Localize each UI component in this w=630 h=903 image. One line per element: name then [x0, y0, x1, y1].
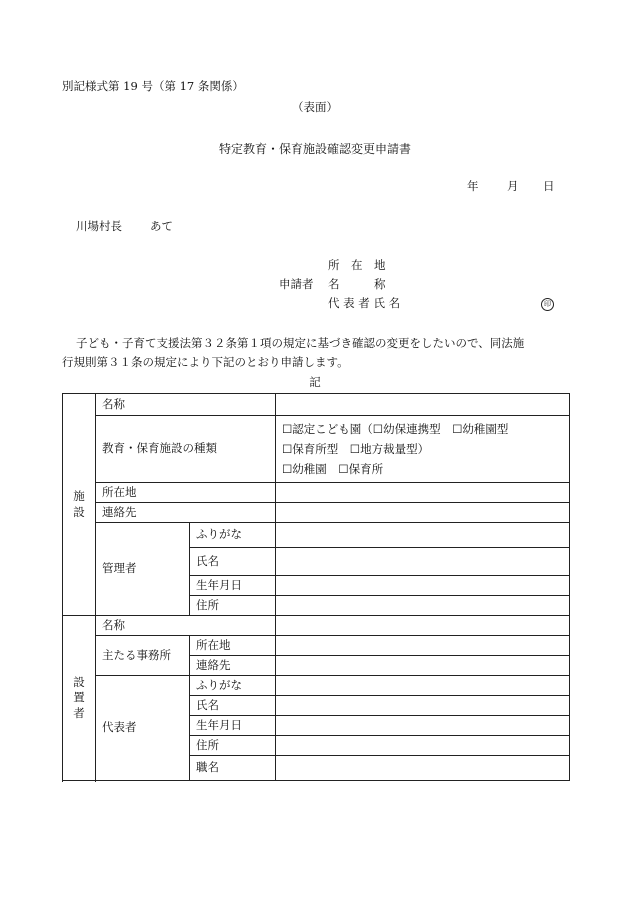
facility-name-label: 名称	[96, 394, 276, 416]
facility-contact-label: 連絡先	[96, 503, 276, 523]
founder-rep-title-label: 職名	[190, 756, 276, 781]
date-month-label: 月	[507, 179, 519, 193]
facility-name-field[interactable]	[276, 394, 570, 416]
facility-type-options[interactable]	[276, 416, 570, 483]
applicant-address-label: 所 在 地	[328, 258, 386, 272]
date-day-label: 日	[543, 179, 555, 193]
facility-type-label: 教育・保育施設の種類	[96, 416, 276, 483]
addressee-suffix: あて	[150, 219, 173, 233]
founder-category-label: 設 置 者	[63, 616, 96, 781]
manager-address-field[interactable]	[276, 596, 570, 616]
form-number: 別記様式第 19 号（第 17 条関係）	[62, 79, 244, 93]
addressee-name: 川場村長	[76, 219, 122, 233]
manager-name-field[interactable]	[276, 548, 570, 576]
manager-birthdate-label: 生年月日	[190, 576, 276, 596]
facility-contact-field[interactable]	[276, 503, 570, 523]
facility-type-option-line-2[interactable]: ☐保育所型 ☐地方裁量型）	[282, 442, 430, 456]
founder-representative-label: 代表者	[96, 676, 190, 781]
manager-furigana-label: ふりがな	[190, 523, 276, 548]
facility-location-field[interactable]	[276, 483, 570, 503]
founder-name-label: 名称	[96, 616, 276, 636]
founder-rep-furigana-field[interactable]	[276, 676, 570, 696]
founder-name-field[interactable]	[276, 616, 570, 636]
manager-name-label: 氏名	[190, 548, 276, 576]
manager-birthdate-field[interactable]	[276, 576, 570, 596]
founder-rep-birthdate-label: 生年月日	[190, 716, 276, 736]
founder-office-label: 主たる事務所	[96, 636, 190, 676]
facility-location-label: 所在地	[96, 483, 276, 503]
founder-rep-birthdate-field[interactable]	[276, 716, 570, 736]
date-year-label: 年	[467, 179, 479, 193]
founder-rep-furigana-label: ふりがな	[190, 676, 276, 696]
founder-office-location-label: 所在地	[190, 636, 276, 656]
body-text-line-1: 子ども・子育て支援法第３２条第１項の規定に基づき確認の変更をしたいので、同法施	[76, 336, 525, 350]
page-title: 特定教育・保育施設確認変更申請書	[218, 142, 411, 156]
facility-type-option-line-3[interactable]: ☐幼稚園 ☐保育所	[282, 462, 384, 476]
form-table	[62, 393, 570, 781]
founder-rep-name-field[interactable]	[276, 696, 570, 716]
manager-address-label: 住所	[190, 596, 276, 616]
founder-rep-title-field[interactable]	[276, 756, 570, 781]
founder-office-location-field[interactable]	[276, 636, 570, 656]
founder-rep-address-label: 住所	[190, 736, 276, 756]
founder-office-contact-label: 連絡先	[190, 656, 276, 676]
founder-rep-address-field[interactable]	[276, 736, 570, 756]
seal-mark: 印	[541, 298, 554, 311]
applicant-name-label: 名 称	[328, 277, 386, 291]
manager-furigana-field[interactable]	[276, 523, 570, 548]
founder-office-contact-field[interactable]	[276, 656, 570, 676]
body-text-line-2: 行規則第３１条の規定により下記のとおり申請します。	[62, 355, 349, 369]
ki-label: 記	[309, 375, 321, 389]
facility-type-option-line-1[interactable]: ☐認定こども園（☐幼保連携型 ☐幼稚園型	[282, 422, 509, 436]
founder-rep-name-label: 氏名	[190, 696, 276, 716]
facility-category-label: 施 設	[63, 394, 96, 616]
manager-label: 管理者	[96, 523, 190, 616]
applicant-representative-label: 代 表 者 氏 名	[328, 296, 401, 310]
applicant-label: 申請者	[279, 277, 314, 291]
face-label: （表面）	[292, 100, 338, 114]
